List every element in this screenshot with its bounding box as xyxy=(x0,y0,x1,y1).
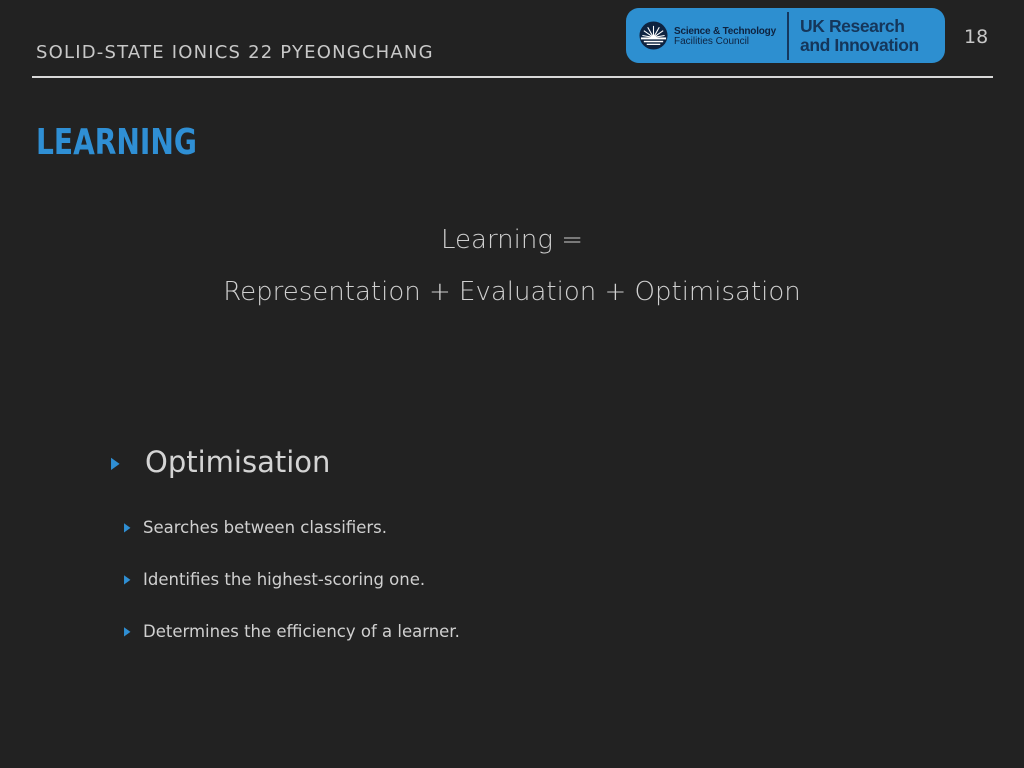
triangle-right-icon: ▶ xyxy=(124,572,131,586)
list-item xyxy=(124,514,460,540)
list-item xyxy=(124,566,460,592)
stfc-name-line2: Facilities Council xyxy=(674,36,750,47)
logo-divider xyxy=(787,12,789,60)
header-divider xyxy=(32,76,993,78)
conference-title: SOLID-STATE IONICS 22 PYEONGCHANG xyxy=(36,42,434,63)
stfc-wordmark xyxy=(674,27,799,47)
stfc-sunburst-icon xyxy=(639,21,668,50)
ukri-wordmark xyxy=(800,17,919,55)
page-number: 18 xyxy=(964,26,989,48)
equation-line-2: Representation + Evaluation + Optimisation xyxy=(223,277,801,307)
ukri-stfc-logo xyxy=(626,8,945,63)
list-item-text: Identifies the highest-scoring one. xyxy=(143,569,426,589)
sub-bullet-list xyxy=(124,514,460,670)
triangle-right-icon: ▶ xyxy=(124,520,131,534)
bullet-optimisation xyxy=(111,445,330,479)
list-item xyxy=(124,618,460,644)
ukri-name-line2: and Innovation xyxy=(800,35,919,55)
ukri-name-line1: UK Research xyxy=(800,16,905,36)
triangle-right-icon: ▶ xyxy=(111,452,120,472)
bullet-label: Optimisation xyxy=(145,445,331,479)
list-item-text: Searches between classifiers. xyxy=(143,517,387,537)
equation-line-1: Learning = xyxy=(440,225,584,255)
stfc-name-line1: Science & Technology xyxy=(674,26,776,37)
list-item-text: Determines the efficiency of a learner. xyxy=(143,621,460,641)
slide-title: LEARNING xyxy=(36,122,197,163)
triangle-right-icon: ▶ xyxy=(124,624,131,638)
